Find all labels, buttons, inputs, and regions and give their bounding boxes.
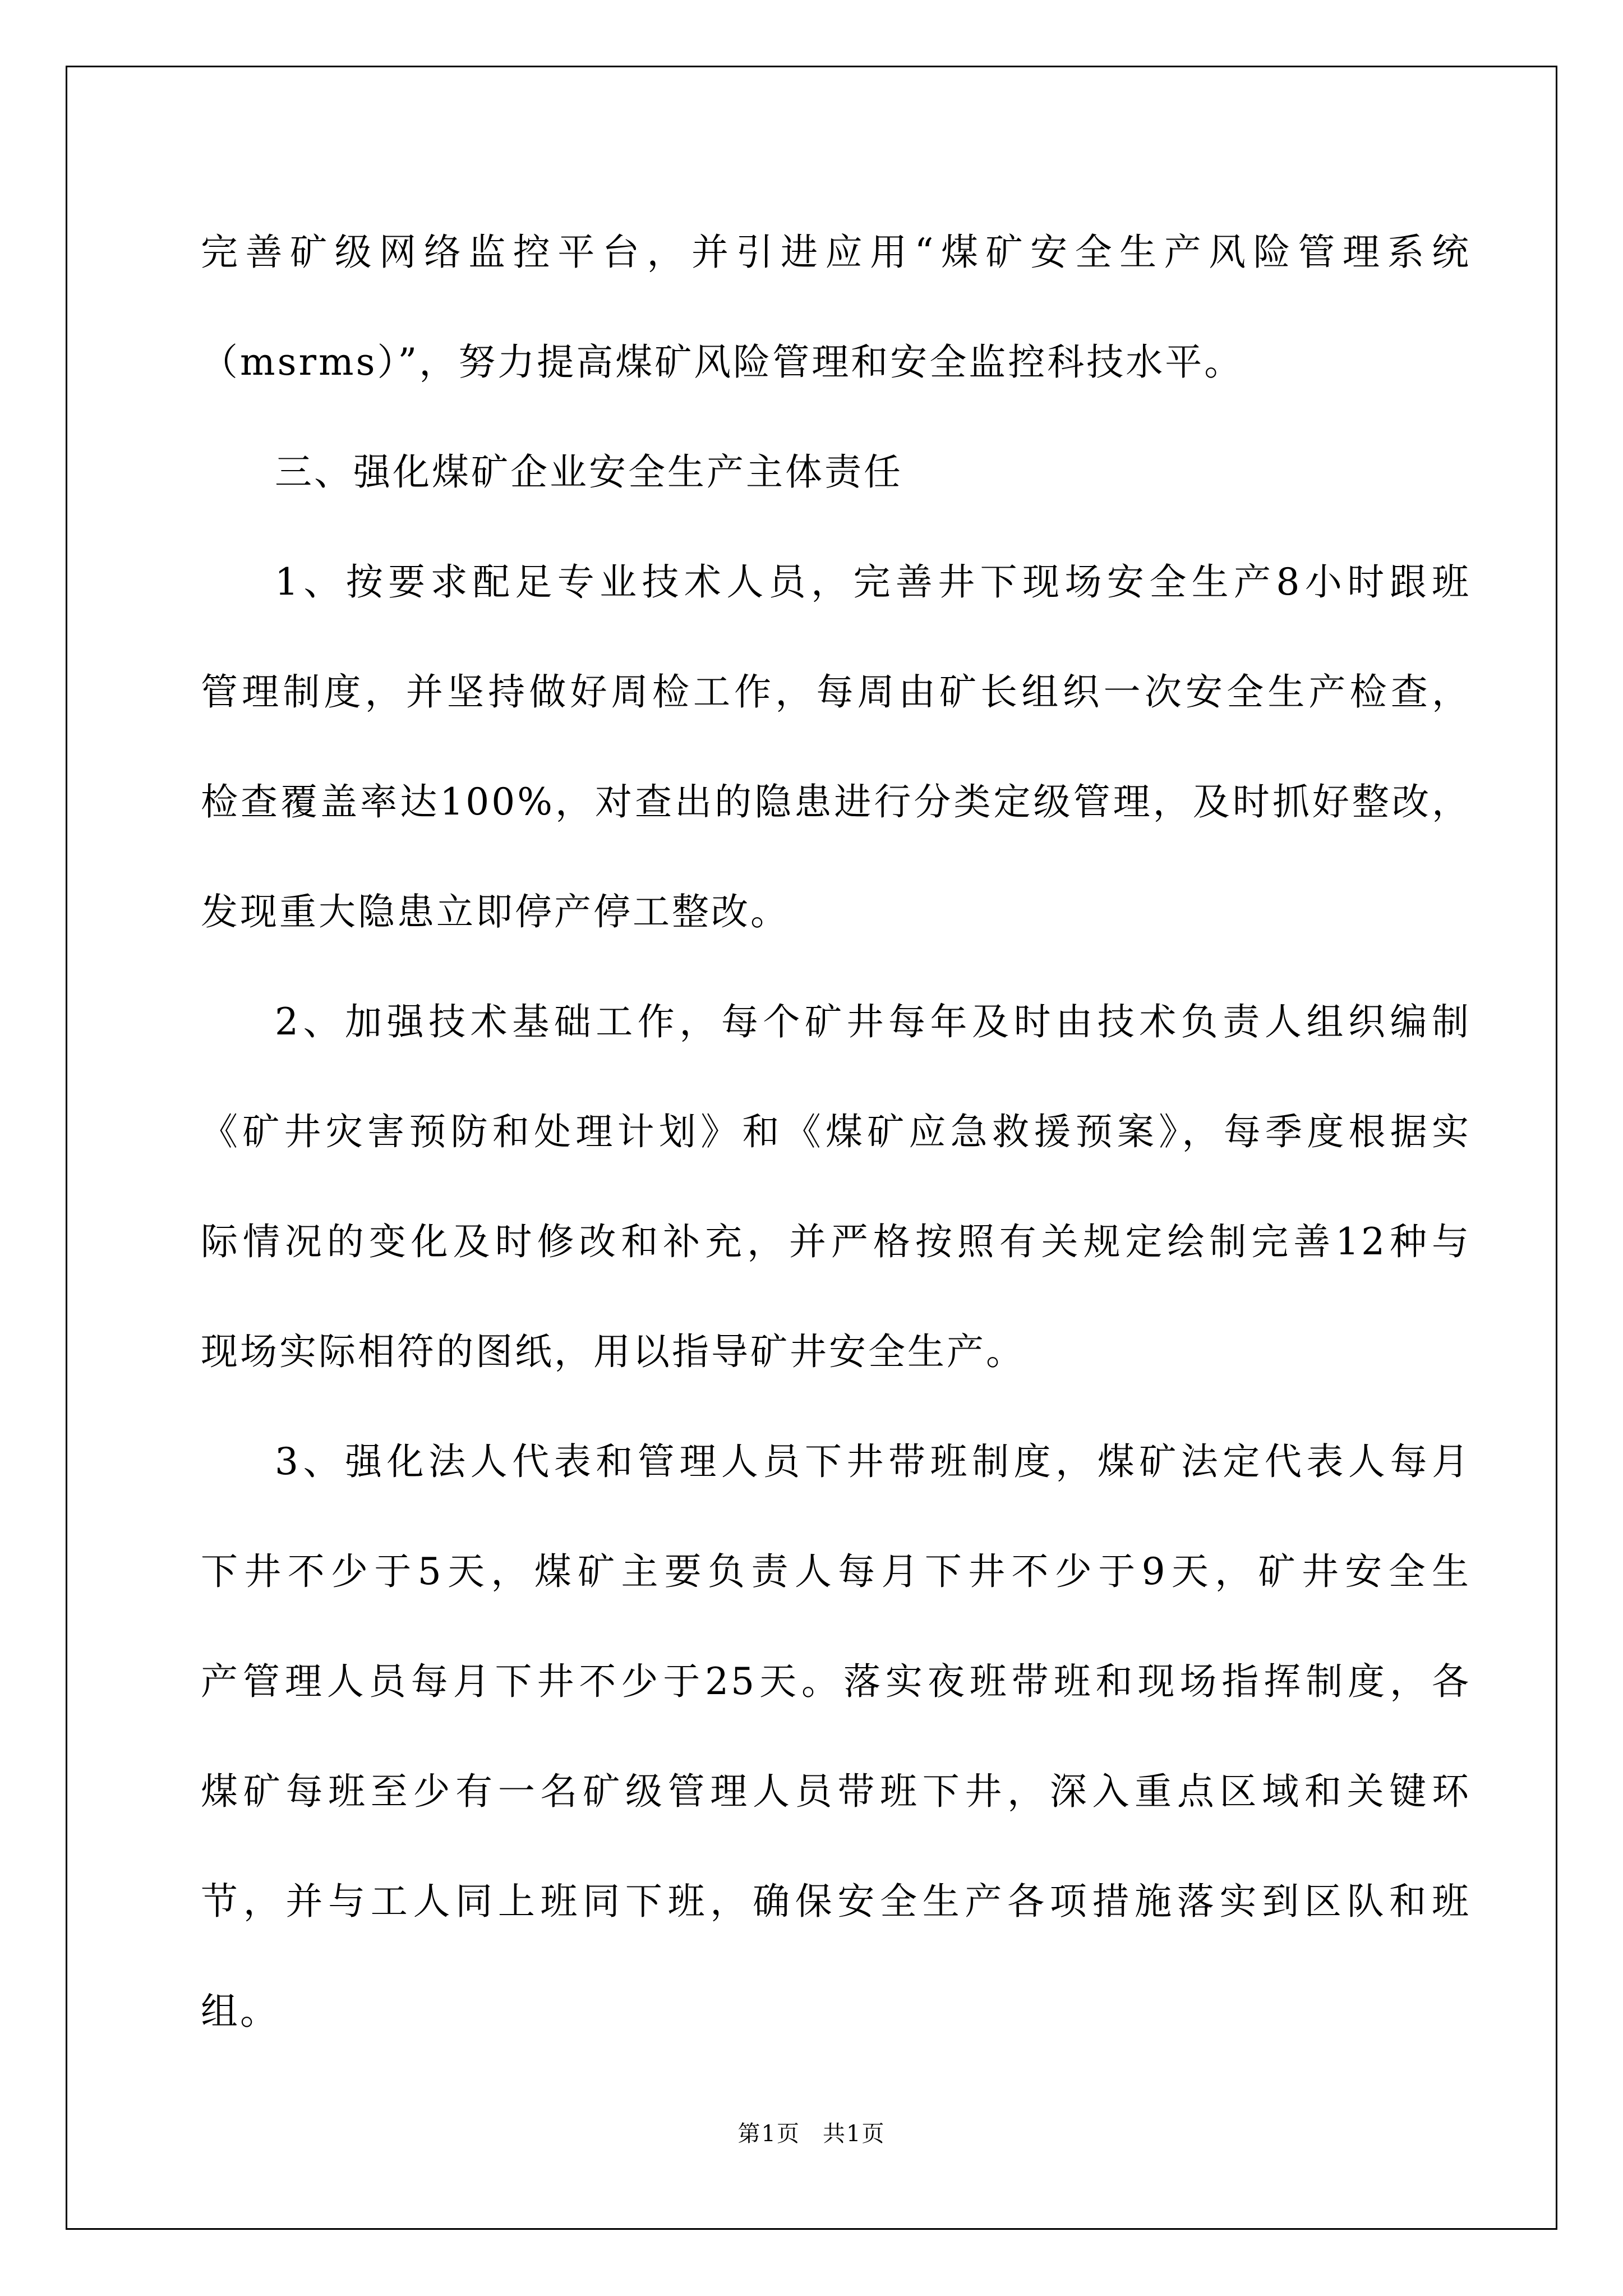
- paragraph-line: 组。: [201, 1990, 279, 2033]
- paragraph-line: 发现重大隐患立即停产停工整改。: [201, 890, 790, 933]
- paragraph-line: 完善矿级网络监控平台，并引进应用“煤矿安全生产风险管理系统: [201, 231, 1471, 274]
- paragraph-line: 1、按要求配足专业技术人员，完善井下现场安全生产8小时跟班: [275, 560, 1471, 604]
- paragraph-line: 际情况的变化及时修改和补充，并严格按照有关规定绘制完善12种与: [201, 1220, 1471, 1263]
- document-body: [201, 213, 1471, 2082]
- paragraph-line: 2、加强技术基础工作，每个矿井每年及时由技术负责人组织编制: [275, 1000, 1471, 1043]
- paragraph-line: 3、强化法人代表和管理人员下井带班制度，煤矿法定代表人每月: [275, 1440, 1471, 1483]
- paragraph-line: 节，并与工人同上班同下班，确保安全生产各项措施落实到区队和班: [201, 1880, 1471, 1923]
- page-number: 第1页: [737, 2121, 800, 2147]
- paragraph-line: 管理制度，并坚持做好周检工作，每周由矿长组织一次安全生产检查，: [201, 670, 1471, 714]
- paragraph-line: （msrms）”，努力提高煤矿风险管理和安全监控科技水平。: [201, 341, 1244, 384]
- paragraph-line: 《矿井灾害预防和处理计划》和《煤矿应急救援预案》，每季度根据实: [201, 1110, 1471, 1153]
- paragraph-line: 下井不少于5天，煤矿主要负责人每月下井不少于9天，矿井安全生: [201, 1550, 1471, 1593]
- paragraph-line: 检查覆盖率达100%，对查出的隐患进行分类定级管理，及时抓好整改，: [201, 780, 1471, 823]
- paragraph-line: 产管理人员每月下井不少于25天。落实夜班带班和现场指挥制度，各: [201, 1660, 1471, 1703]
- section-heading: 三、强化煤矿企业安全生产主体责任: [275, 450, 903, 494]
- page-footer: [0, 2116, 1623, 2148]
- paragraph-line: 煤矿每班至少有一名矿级管理人员带班下井，深入重点区域和关键环: [201, 1770, 1471, 1813]
- paragraph-line: 现场实际相符的图纸，用以指导矿井安全生产。: [201, 1330, 1025, 1373]
- page-total: 共1页: [823, 2121, 886, 2147]
